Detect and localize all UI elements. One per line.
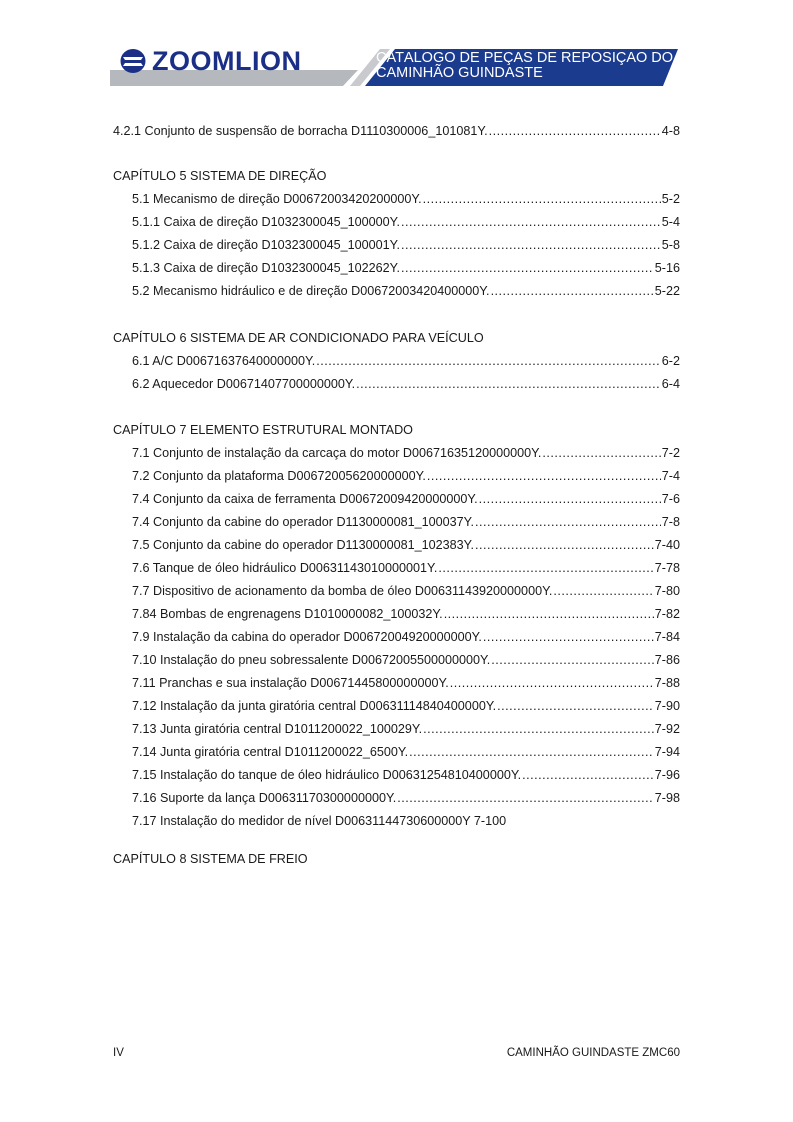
toc-entry-page: 7-98 <box>654 791 680 805</box>
toc-entry-page: 6-4 <box>661 377 680 391</box>
toc-entry-page: 5-4 <box>661 215 680 229</box>
toc-leader-dots <box>475 537 654 553</box>
toc-leader-dots <box>423 721 654 737</box>
toc-entry-page: 7-92 <box>654 722 680 736</box>
toc-entry-label: 7.14 Junta giratória central D1011200022_6500Y. <box>132 745 409 759</box>
toc-leader-dots <box>491 283 654 299</box>
page-number: IV <box>113 1047 124 1059</box>
toc-entry[interactable] <box>132 652 680 668</box>
toc-entry[interactable] <box>113 123 680 139</box>
toc-entry-page: 7-4 <box>661 469 680 483</box>
toc-leader-dots <box>475 514 661 530</box>
toc-entry-page: 7-40 <box>654 538 680 552</box>
toc-entry[interactable] <box>132 491 680 507</box>
toc-entry[interactable] <box>132 606 680 622</box>
chapter-heading[interactable]: CAPÍTULO 5 SISTEMA DE DIREÇÃO <box>113 169 327 183</box>
toc-entry-page: 7-82 <box>654 607 680 621</box>
toc-entry[interactable] <box>132 514 680 530</box>
toc-leader-dots <box>489 123 661 139</box>
toc-leader-dots <box>356 376 661 392</box>
toc-leader-dots <box>483 629 654 645</box>
brand-name: ZOOMLION <box>152 46 302 76</box>
zoomlion-logo-icon <box>120 48 146 74</box>
toc-entry[interactable] <box>132 191 680 207</box>
toc-entry-page: 7-94 <box>654 745 680 759</box>
toc-entry-label: 6.1 A/C D00671637640000000Y. <box>132 354 316 368</box>
toc-entry-label: 7.7 Dispositivo de acionamento da bomba de óleo D00631143920000000Y. <box>132 584 553 598</box>
toc-leader-dots <box>542 445 660 461</box>
toc-leader-dots <box>497 698 654 714</box>
toc-entry-label: 7.11 Pranchas e sua instalação D00671445800000000Y. <box>132 676 449 690</box>
toc-leader-dots <box>401 260 654 276</box>
toc-entry[interactable] <box>132 260 680 276</box>
toc-entry-label: 7.9 Instalação da cabina do operador D00672004920000000Y. <box>132 630 482 644</box>
toc-entry[interactable] <box>132 790 680 806</box>
toc-entry-label: 7.4 Conjunto da caixa de ferramenta D00672009420000000Y. <box>132 492 478 506</box>
toc-leader-dots <box>427 468 661 484</box>
toc-entry-label: 7.4 Conjunto da cabine do operador D1130000081_100037Y. <box>132 515 474 529</box>
toc-entry[interactable] <box>132 767 680 783</box>
toc-entry[interactable] <box>132 283 680 299</box>
toc-entry[interactable] <box>132 744 680 760</box>
header-title-line1: CATÁLOGO DE PEÇAS DE REPOSIÇÃO DO <box>376 51 674 66</box>
toc-entry-page: 7-96 <box>654 768 680 782</box>
toc-entry[interactable] <box>132 813 506 829</box>
toc-leader-dots <box>479 491 661 507</box>
toc-entry-label: 7.12 Instalação da junta giratória central D00631114840400000Y. <box>132 699 497 713</box>
toc-entry[interactable] <box>132 629 680 645</box>
toc-entry-page: 7-90 <box>654 699 680 713</box>
toc-entry-label: 7.6 Tanque de óleo hidráulico D00631143010000001Y. <box>132 561 438 575</box>
toc-leader-dots <box>401 214 661 230</box>
toc-entry[interactable] <box>132 583 680 599</box>
toc-entry[interactable] <box>132 376 680 392</box>
header-title-line2: CAMINHÃO GUINDASTE <box>376 65 543 81</box>
toc-entry-label: 5.1.3 Caixa de direção D1032300045_102262Y. <box>132 261 400 275</box>
toc-entry-page: 4-8 <box>661 124 680 138</box>
toc-leader-dots <box>423 191 661 207</box>
toc-entry-page: 7-8 <box>661 515 680 529</box>
toc-entry[interactable] <box>132 214 680 230</box>
toc-leader-dots <box>397 790 654 806</box>
header-bar <box>0 0 793 100</box>
toc-leader-dots <box>450 675 654 691</box>
chapter-heading[interactable]: CAPÍTULO 8 SISTEMA DE FREIO <box>113 852 308 866</box>
toc-entry-label: 5.2 Mecanismo hidráulico e de direção D00672003420400000Y. <box>132 284 490 298</box>
toc-entry[interactable] <box>132 537 680 553</box>
toc-leader-dots <box>553 583 653 599</box>
toc-entry-page: 7-86 <box>654 653 680 667</box>
toc-entry-label: 5.1.1 Caixa de direção D1032300045_100000Y. <box>132 215 400 229</box>
toc-entry-label: 7.84 Bombas de engrenagens D1010000082_100032Y. <box>132 607 443 621</box>
toc-entry-label: 7.10 Instalação do pneu sobressalente D00672005500000000Y. <box>132 653 491 667</box>
page-header <box>0 0 793 100</box>
toc-entry-page: 5-8 <box>661 238 680 252</box>
toc-entry-label: 7.5 Conjunto da cabine do operador D1130000081_102383Y. <box>132 538 474 552</box>
toc-entry[interactable] <box>132 721 680 737</box>
chapter-heading[interactable]: CAPÍTULO 7 ELEMENTO ESTRUTURAL MONTADO <box>113 423 413 437</box>
toc-entry-page: 7-78 <box>654 561 680 575</box>
toc-entry-page: 7-2 <box>661 446 680 460</box>
toc-entry-page: 7-88 <box>654 676 680 690</box>
toc-entry-label: 7.17 Instalação do medidor de nível D00631144730600000Y 7-100 <box>132 814 507 828</box>
toc-entry-label: 7.2 Conjunto da plataforma D00672005620000000Y. <box>132 469 426 483</box>
toc-entry-label: 5.1 Mecanismo de direção D00672003420200000Y. <box>132 192 422 206</box>
toc-entry[interactable] <box>132 237 680 253</box>
toc-leader-dots <box>444 606 654 622</box>
toc-leader-dots <box>491 652 653 668</box>
toc-entry[interactable] <box>132 468 680 484</box>
toc-leader-dots <box>522 767 654 783</box>
toc-entry-label: 7.1 Conjunto de instalação da carcaça do motor D00671635120000000Y. <box>132 446 542 460</box>
toc-entry-page: 5-22 <box>654 284 680 298</box>
header-title <box>376 51 676 81</box>
toc-entry-page: 5-2 <box>661 192 680 206</box>
toc-entry-label: 7.16 Suporte da lança D00631170300000000Y. <box>132 791 397 805</box>
toc-entry[interactable] <box>132 445 680 461</box>
toc-entry-page: 5-16 <box>654 261 680 275</box>
toc-entry-label: 7.13 Junta giratória central D1011200022_100029Y. <box>132 722 423 736</box>
toc-entry-label: 6.2 Aquecedor D00671407700000000Y. <box>132 377 356 391</box>
toc-entry-page: 7-80 <box>654 584 680 598</box>
toc-leader-dots <box>438 560 653 576</box>
footer-document-title: CAMINHÃO GUINDASTE ZMC60 <box>506 1047 680 1059</box>
toc-entry-page: 6-2 <box>661 354 680 368</box>
toc-leader-dots <box>401 237 661 253</box>
toc-entry-label: 4.2.1 Conjunto de suspensão de borracha D1110300006_101081Y. <box>113 124 488 138</box>
toc-entry[interactable] <box>132 353 680 369</box>
toc-entry-page: 7-6 <box>661 492 680 506</box>
toc-leader-dots <box>316 353 661 369</box>
toc-entry-page: 7-84 <box>654 630 680 644</box>
toc-entry-label: 5.1.2 Caixa de direção D1032300045_100001Y. <box>132 238 400 252</box>
toc-entry[interactable] <box>132 675 680 691</box>
toc-leader-dots <box>409 744 654 760</box>
chapter-heading[interactable]: CAPÍTULO 6 SISTEMA DE AR CONDICIONADO PARA VEÍCULO <box>113 331 484 345</box>
toc-entry-label: 7.15 Instalação do tanque de óleo hidráulico D00631254810400000Y. <box>132 768 522 782</box>
zoomlion-logo <box>120 47 301 75</box>
toc-entry[interactable] <box>132 560 680 576</box>
toc-entry[interactable] <box>132 698 680 714</box>
